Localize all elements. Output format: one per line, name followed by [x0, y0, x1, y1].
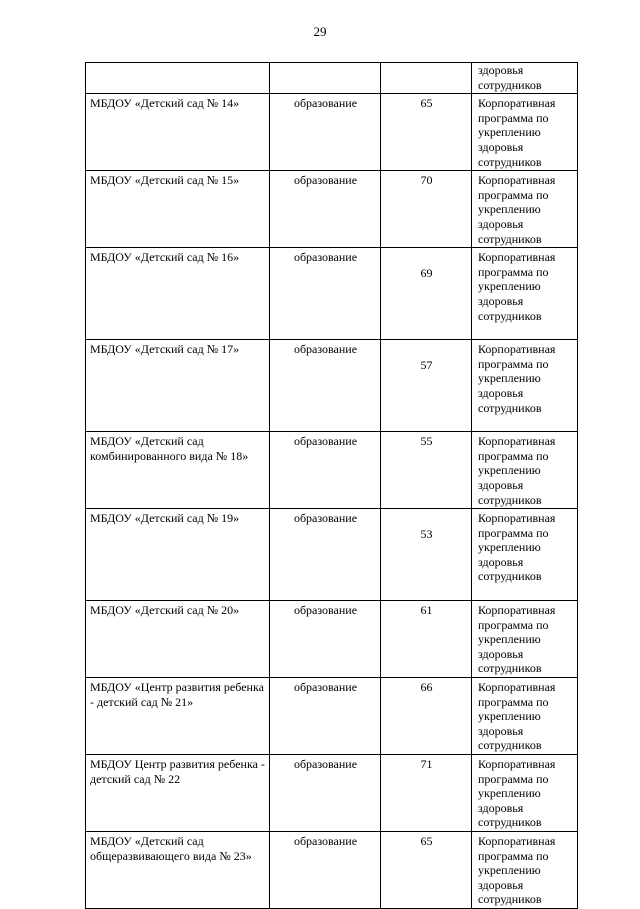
cell-sector: образование: [270, 432, 381, 509]
cell-program: Корпоративная программа по укреплению здоровья сотрудников: [472, 94, 578, 171]
cell-program: Корпоративная программа по укреплению здоровья сотрудников: [472, 340, 578, 432]
cell-name: МБДОУ «Детский сад № 15»: [86, 171, 270, 248]
table-row: [86, 678, 578, 755]
cell-name: МБДОУ «Детский сад № 19»: [86, 509, 270, 601]
table-row: [86, 832, 578, 909]
table-row: [86, 432, 578, 509]
cell-name: МБДОУ «Детский сад общеразвивающего вида № 23»: [86, 832, 270, 909]
table-row: [86, 340, 578, 432]
cell-name: МБДОУ Центр развития ребенка - детский сад № 22: [86, 755, 270, 832]
cell-name: МБДОУ «Детский сад № 20»: [86, 601, 270, 678]
cell-count: 53: [381, 509, 472, 601]
table-row: [86, 248, 578, 340]
cell-program: Корпоративная программа по укреплению здоровья сотрудников: [472, 248, 578, 340]
institutions-table: [85, 62, 578, 909]
cell-program: Корпоративная программа по укреплению здоровья сотрудников: [472, 678, 578, 755]
cell-name: [86, 63, 270, 94]
cell-name: МБДОУ «Детский сад № 16»: [86, 248, 270, 340]
cell-sector: образование: [270, 678, 381, 755]
cell-sector: образование: [270, 509, 381, 601]
cell-count: 70: [381, 171, 472, 248]
cell-count: 55: [381, 432, 472, 509]
cell-count: 69: [381, 248, 472, 340]
cell-program: Корпоративная программа по укреплению здоровья сотрудников: [472, 432, 578, 509]
cell-sector: образование: [270, 755, 381, 832]
cell-sector: образование: [270, 340, 381, 432]
cell-sector: образование: [270, 171, 381, 248]
cell-count: 65: [381, 94, 472, 171]
cell-name: МБДОУ «Детский сад № 17»: [86, 340, 270, 432]
cell-program: Корпоративная программа по укреплению здоровья сотрудников: [472, 755, 578, 832]
cell-program: здоровья сотрудников: [472, 63, 578, 94]
page-number: 29: [313, 24, 327, 39]
cell-name: МБДОУ «Детский сад комбинированного вида № 18»: [86, 432, 270, 509]
cell-program: Корпоративная программа по укреплению здоровья сотрудников: [472, 509, 578, 601]
cell-sector: образование: [270, 832, 381, 909]
table-row: [86, 94, 578, 171]
cell-sector: образование: [270, 94, 381, 171]
table-row: [86, 601, 578, 678]
cell-program: Корпоративная программа по укреплению здоровья сотрудников: [472, 171, 578, 248]
cell-count: [381, 63, 472, 94]
cell-name: МБДОУ «Центр развития ребенка - детский сад № 21»: [86, 678, 270, 755]
cell-count: 61: [381, 601, 472, 678]
cell-sector: образование: [270, 248, 381, 340]
cell-sector: образование: [270, 601, 381, 678]
table-row: [86, 509, 578, 601]
cell-program: Корпоративная программа по укреплению здоровья сотрудников: [472, 832, 578, 909]
table-row-continued: [86, 63, 578, 94]
cell-count: 65: [381, 832, 472, 909]
cell-program: Корпоративная программа по укреплению здоровья сотрудников: [472, 601, 578, 678]
cell-count: 57: [381, 340, 472, 432]
cell-count: 66: [381, 678, 472, 755]
table-row: [86, 755, 578, 832]
table-row: [86, 171, 578, 248]
cell-name: МБДОУ «Детский сад № 14»: [86, 94, 270, 171]
cell-count: 71: [381, 755, 472, 832]
cell-sector: [270, 63, 381, 94]
